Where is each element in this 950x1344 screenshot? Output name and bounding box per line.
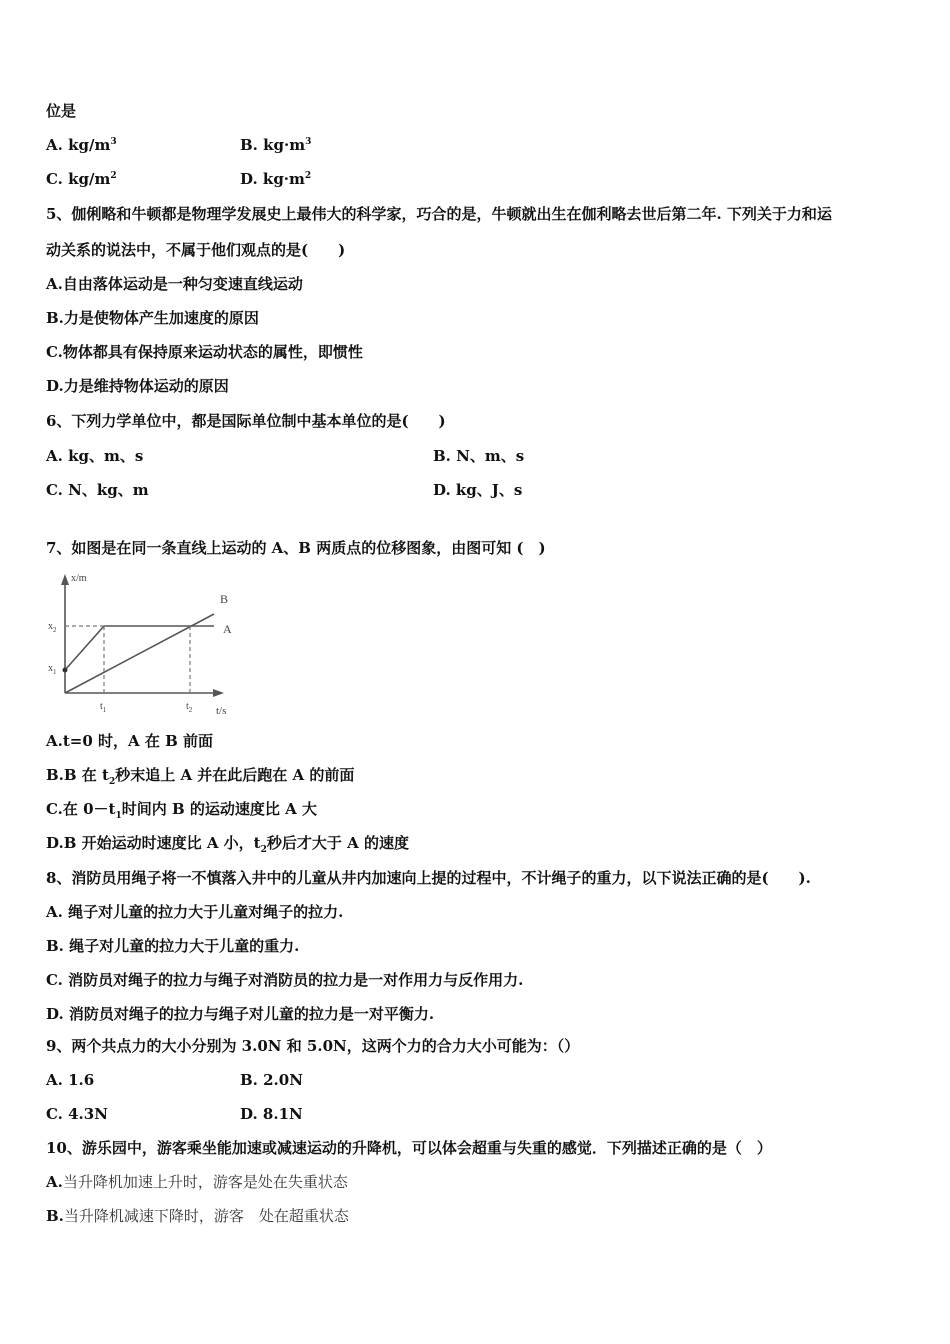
q6-option-c: C. N、kg、m — [46, 481, 149, 499]
q10-option-a: A.当升降机加速上升时，游客是处在失重状态 — [46, 1173, 348, 1191]
q9-option-d: D. 8.1N — [240, 1105, 303, 1123]
q10-stem: 10、游乐园中，游客乘坐能加速或减速运动的升降机，可以体会超重与失重的感觉．下列描述正确的是（ ） — [46, 1139, 772, 1157]
q8-stem: 8、消防员用绳子将一不慎落入井中的儿童从井内加速向上提的过程中，不计绳子的重力，以下说法正确的是( ). — [46, 869, 811, 887]
q9-stem: 9、两个共点力的大小分别为 3.0N 和 5.0N，这两个力的合力大小可能为：（） — [46, 1037, 580, 1055]
q5-stem-line2: 动关系的说法中，不属于他们观点的是( ) — [46, 241, 346, 259]
y-axis-arrow — [61, 574, 69, 585]
line-b-label: B — [220, 592, 229, 606]
y-axis-label: x/m — [71, 573, 87, 584]
a-start-point — [63, 668, 68, 673]
t1-tick-label: $t_1$ — [100, 701, 107, 714]
x-axis-arrow — [213, 689, 224, 697]
q9-option-c: C. 4.3N — [46, 1105, 108, 1123]
q7-option-d: D.B 开始运动时速度比 A 小，$t_2$秒后才大于 A 的速度 — [46, 834, 409, 855]
q7-option-c: C.在 $0-t_1$时间内 B 的运动速度比 A 大 — [46, 800, 317, 821]
q6-option-b: B. N、m、s — [433, 447, 525, 465]
q8-option-a: A. 绳子对儿童的拉力大于儿童对绳子的拉力. — [46, 903, 344, 921]
q4-option-c: C. $kg/m^2$ — [46, 170, 117, 188]
q9-option-a: A. 1.6 — [46, 1071, 95, 1089]
q4-option-d: D. $kg\cdot m^2$ — [240, 170, 312, 188]
q5-option-c: C.物体都具有保持原来运动状态的属性，即惯性 — [46, 343, 363, 361]
q5-option-d: D.力是维持物体运动的原因 — [46, 377, 229, 395]
q5-option-b: B.力是使物体产生加速度的原因 — [46, 309, 259, 327]
q4-option-a: A. $kg/m^3$ — [46, 136, 117, 154]
t2-tick-label: $t_2$ — [186, 701, 193, 714]
q6-option-a: A. kg、m、s — [46, 447, 144, 465]
x2-tick-label: $x_2$ — [48, 621, 57, 634]
x-axis-label: t/s — [216, 705, 227, 717]
x1-tick-label: $x_1$ — [48, 663, 57, 676]
q10-option-b: B.当升降机减速下降时，游客 处在超重状态 — [46, 1207, 349, 1225]
q4-tail: 位是 — [46, 102, 77, 120]
q8-option-b: B. 绳子对儿童的拉力大于儿童的重力. — [46, 937, 300, 955]
q7-stem: 7、如图是在同一条直线上运动的 A、B 两质点的位移图象，由图可知 ( ) — [46, 539, 546, 557]
q8-option-d: D. 消防员对绳子的拉力与绳子对儿童的拉力是一对平衡力. — [46, 1005, 435, 1023]
q8-option-c: C. 消防员对绳子的拉力与绳子对消防员的拉力是一对作用力与反作用力. — [46, 971, 524, 989]
q9-option-b: B. 2.0N — [240, 1071, 303, 1089]
q6-stem: 6、下列力学单位中，都是国际单位制中基本单位的是( ) — [46, 412, 446, 430]
q7-displacement-graph — [44, 566, 244, 722]
line-a-rising — [65, 626, 104, 670]
q4-option-b: B. $kg\cdot m^3$ — [240, 136, 312, 154]
q7-option-b: B.B 在 $t_2$秒末追上 A 并在此后跑在 A 的前面 — [46, 766, 355, 787]
q5-option-a: A.自由落体运动是一种匀变速直线运动 — [46, 275, 303, 293]
line-a-label: A — [223, 622, 232, 636]
q6-option-d: D. kg、J、s — [433, 481, 523, 499]
q7-option-a: A.t=0 时，A 在 B 前面 — [46, 732, 214, 750]
q5-stem-line1: 5、伽俐略和牛顿都是物理学发展史上最伟大的科学家，巧合的是，牛顿就出生在伽利略去世后第二年. 下列关于力和运 — [46, 205, 832, 223]
